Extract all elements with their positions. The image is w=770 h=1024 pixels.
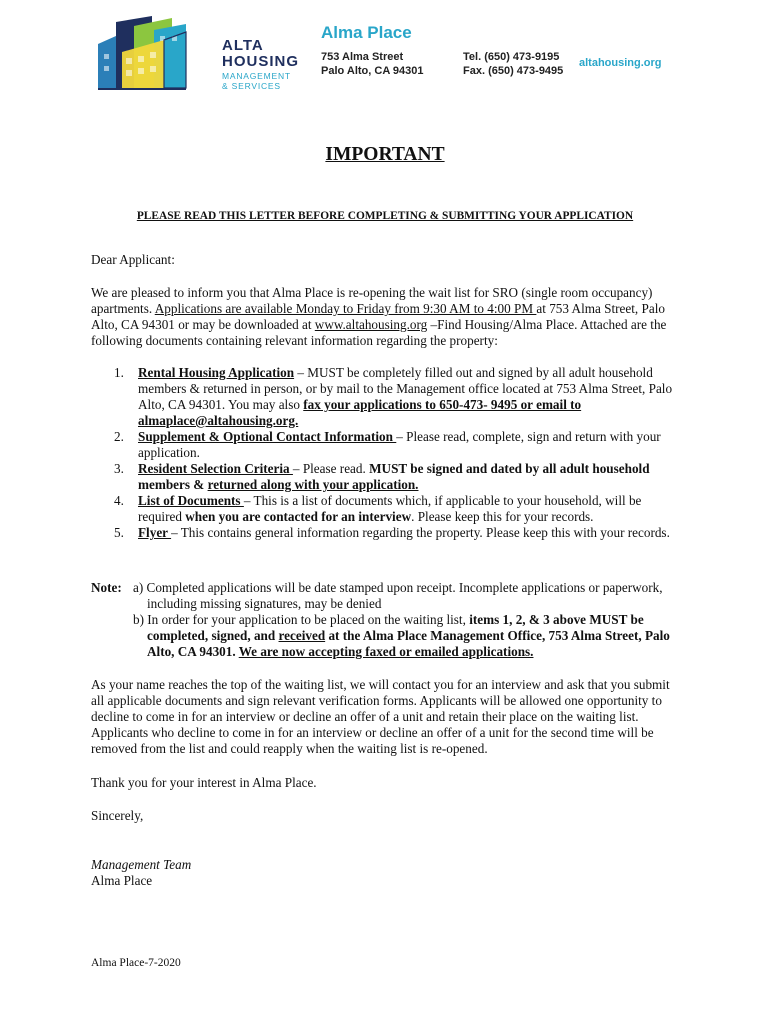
doc-title-criteria: Resident Selection Criteria <box>138 461 293 476</box>
page-title: IMPORTANT <box>325 144 445 165</box>
thanks-line: Thank you for your interest in Alma Place. <box>91 775 317 790</box>
doc-title-flyer: Flyer <box>138 525 172 540</box>
tel-number: Tel. (650) 473-9195 <box>463 51 560 63</box>
fax-number: Fax. (650) 473-9495 <box>463 65 564 77</box>
list-item: 1. Rental Housing Application – MUST be completely filled out and signed by all adult household members & returned in person, or by mail to the Management office located at 753 Alma Street, Palo Alto, CA 94301. You may also fax your applications to 650-473- 9495 or email to almaplace@altahousing.org. <box>114 365 673 428</box>
doc-title-application: Rental Housing Application <box>138 365 295 380</box>
list-item: 5. Flyer – This contains general information regarding the property. Please keep this with your records. <box>114 525 670 540</box>
address-line2: Palo Alto, CA 94301 <box>321 65 424 77</box>
note-b: b) In order for your application to be placed on the waiting list, items 1, 2, & 3 above MUST be completed, signed, and received at the Alma Place Management Office, 753 Alma Street, Palo Alto, CA 94301. We are now accepting faxed or emailed applications. <box>133 612 670 659</box>
note-a: a) Completed applications will be date stamped upon receipt. Incomplete applications or paperwork, including missing signatures, may be denied <box>133 580 663 611</box>
signature: Management Team <box>91 857 192 872</box>
logo-line3: MANAGEMENT <box>222 71 291 81</box>
website-link[interactable]: altahousing.org <box>579 57 662 69</box>
fax-email-instructions: fax your applications to 650-473- 9495 or email to almaplace@altahousing.org. <box>138 397 582 428</box>
waiting-list-paragraph: As your name reaches the top of the waiting list, we will contact you for an interview and ask that you submit all applicable documents and sign relevant verification forms. Applicants will be allowed one opportunity to decline to come in for an interview or decline an offer of a unit and retain their place on the waiting list. Applicants who decline to come in for an interview or decline an offer of a unit for the second time will be removed from the list and could reapply when the waiting list is re-opened. <box>91 677 670 756</box>
doc-title-supplement: Supplement & Optional Contact Information <box>138 429 397 444</box>
signature-org: Alma Place <box>91 873 153 888</box>
download-link[interactable]: www.altahousing.org <box>314 317 428 332</box>
logo-line4: & SERVICES <box>222 81 281 91</box>
note-label: Note: <box>91 580 122 595</box>
letterhead <box>94 14 770 94</box>
intro-paragraph: We are pleased to inform you that Alma Place is re-opening the wait list for SRO (single room occupancy) apartments. Applications are available Monday to Friday from 9:30 AM to 4:00 PM at 753 Alma Street, Palo Alto, CA 94301 or may be downloaded at www.altahousing.org –Find Housing/Alma Place. Attached are the following documents containing relevant information regarding the property: <box>91 285 667 348</box>
footer: Alma Place-7-2020 <box>91 957 181 969</box>
salutation: Dear Applicant: <box>91 252 175 267</box>
list-item: 3. Resident Selection Criteria – Please read. MUST be signed and dated by all adult household members & returned along with your application. <box>114 461 650 492</box>
office-hours: Applications are available Monday to Friday from 9:30 AM to 4:00 PM <box>154 301 537 316</box>
address-line1: 753 Alma Street <box>321 51 404 63</box>
address-block <box>321 50 424 78</box>
signature-block <box>91 857 191 889</box>
note-block <box>91 580 681 660</box>
list-item: 2. Supplement & Optional Contact Information – Please read, complete, sign and return with your application. <box>114 429 661 460</box>
contact-block <box>463 50 563 78</box>
documents-list <box>91 365 683 541</box>
logo-line2: HOUSING <box>222 53 300 70</box>
property-name: Alma Place <box>321 23 412 42</box>
logo-line1: ALTA <box>222 37 264 54</box>
doc-title-list: List of Documents <box>138 493 244 508</box>
subtitle: PLEASE READ THIS LETTER BEFORE COMPLETING & SUBMITTING YOUR APPLICATION <box>136 210 634 222</box>
list-item: 4. List of Documents – This is a list of documents which, if applicable to your household, will be required when you are contacted for an interview. Please keep this for your records. <box>114 493 642 524</box>
building-logo-icon <box>94 14 219 90</box>
closing: Sincerely, <box>91 808 144 823</box>
